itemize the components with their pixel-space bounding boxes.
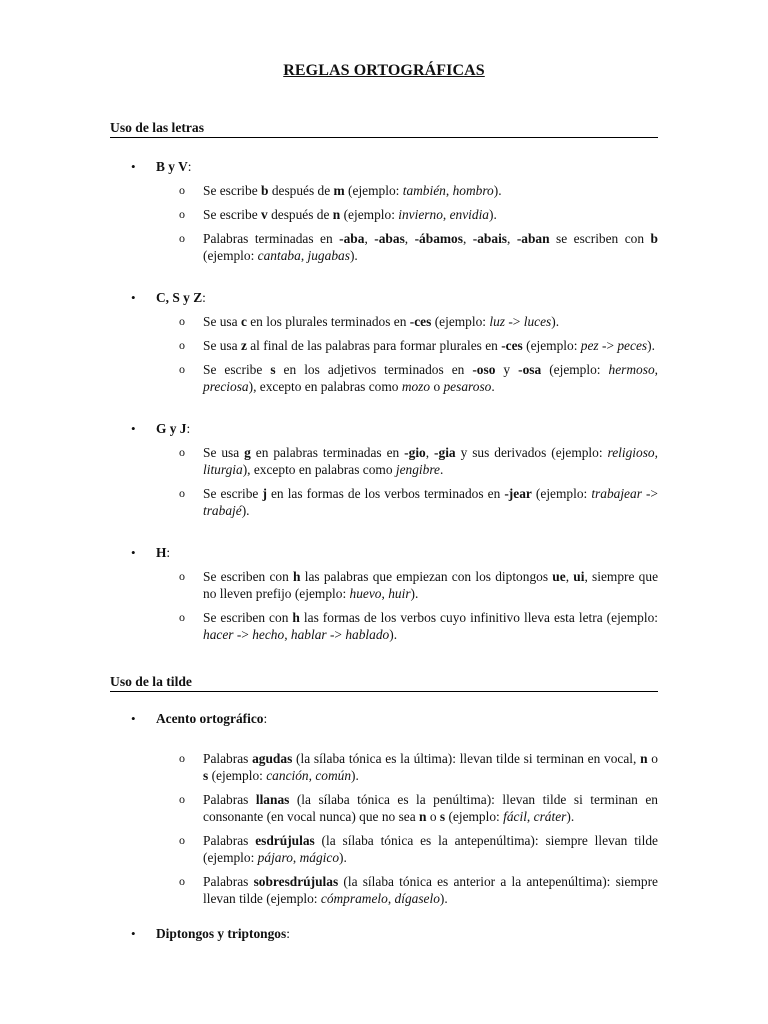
rule-text: , <box>292 850 300 865</box>
bold-text: j <box>262 486 267 501</box>
rule-text: en las formas de los verbos terminados en <box>266 486 505 501</box>
rule-text: (ejemplo: <box>445 809 504 824</box>
rule-text: (ejemplo: <box>340 207 399 222</box>
rule-item <box>179 609 658 643</box>
rule-text: Se escriben con <box>203 610 293 625</box>
rule-text: -> <box>641 486 658 501</box>
section-heading: Uso de las letras <box>110 120 658 138</box>
rule-text: Se escribe <box>203 362 271 377</box>
bold-text: g <box>244 445 251 460</box>
topic-label <box>156 158 658 176</box>
rule-item <box>179 206 658 223</box>
bold-text: ui <box>573 569 585 584</box>
bold-text: -gia <box>434 445 456 460</box>
rule-text: , <box>526 809 534 824</box>
document-body <box>110 120 658 943</box>
rule-text: Se escribe <box>203 183 262 198</box>
sub-bullet-marker: o <box>179 833 185 847</box>
rule-text: , <box>442 207 450 222</box>
rule-text: . <box>440 462 444 477</box>
sub-bullet-marker: o <box>179 486 185 500</box>
rule-text: ). <box>566 809 575 824</box>
topic-item <box>131 925 658 943</box>
rule-text: , <box>364 231 375 246</box>
rule-text: en palabras terminadas en <box>250 445 405 460</box>
rule-text: , siempre que no lleven prefijo (ejemplo: <box>203 569 659 601</box>
bullet-marker: • <box>131 159 136 174</box>
rule-item <box>179 230 658 264</box>
bold-text: esdrújulas <box>255 833 315 848</box>
sub-bullet-marker: o <box>179 362 185 376</box>
rule-text: (la sílaba tónica es la penúltima): llevan tilde si terminan en consonante (en vocal nunca) que no sea <box>203 792 658 824</box>
sub-bullet-marker: o <box>179 751 185 765</box>
topic-item <box>131 544 659 643</box>
rule-text: Palabras terminadas en <box>203 231 340 246</box>
rule-text: ). <box>339 850 347 865</box>
rule-text: Palabras <box>203 874 254 889</box>
rule-text: o <box>426 809 440 824</box>
example-word: preciosa <box>203 379 249 394</box>
rule-text: Se usa <box>203 338 241 353</box>
rule-text: Palabras <box>203 833 256 848</box>
rule-text: las palabras que empiezan con los diptongos <box>300 569 553 584</box>
rule-item <box>179 750 658 784</box>
bold-text: n <box>332 207 341 222</box>
rule-text: -> <box>326 627 346 642</box>
rule-text: , <box>654 445 658 460</box>
rule-text: (ejemplo: <box>531 486 592 501</box>
example-word: jengibre <box>395 462 441 477</box>
example-word: hombro <box>452 183 494 198</box>
bold-text: -gio <box>404 445 426 460</box>
section-heading: Uso de la tilde <box>110 674 658 692</box>
example-word: pájaro <box>257 850 293 865</box>
topic-label-text: C, S y Z <box>156 290 203 305</box>
rule-text: , <box>462 231 473 246</box>
bold-text: sobresdrújulas <box>253 874 339 889</box>
example-word: dígaselo <box>394 891 440 906</box>
bold-text: v <box>261 207 268 222</box>
rule-text: ). <box>551 314 560 329</box>
sub-bullet-marker: o <box>179 183 185 197</box>
sub-bullet-marker: o <box>179 874 185 888</box>
rule-text: . <box>491 379 495 394</box>
bold-text: -osa <box>518 362 542 377</box>
rule-text: , <box>507 231 517 246</box>
bullet-marker: • <box>131 711 136 726</box>
rule-text: después de <box>268 183 334 198</box>
rule-text: Palabras <box>203 792 256 807</box>
example-word: huir <box>388 586 411 601</box>
rule-text: o <box>647 751 658 766</box>
bold-text: c <box>240 314 247 329</box>
example-word: hablado <box>345 627 390 642</box>
sub-bullet-marker: o <box>179 569 185 583</box>
example-word: pesaroso <box>443 379 492 394</box>
topic-label <box>156 420 658 438</box>
rule-text: ). <box>647 338 655 353</box>
rule-text: (ejemplo: <box>522 338 581 353</box>
rule-text: ). <box>349 248 358 263</box>
topic-label-colon: : <box>263 711 268 726</box>
topic-label-text: B y V <box>156 159 188 174</box>
rule-text: Se usa <box>203 314 241 329</box>
bold-text: n <box>640 751 648 766</box>
rule-text: (ejemplo: <box>203 248 258 263</box>
rule-text: en los plurales terminados en <box>246 314 410 329</box>
rule-text: (ejemplo: <box>541 362 609 377</box>
bold-text: -abais <box>472 231 507 246</box>
rule-text: , <box>445 183 453 198</box>
bold-text: z <box>240 338 247 353</box>
example-word: hablar <box>290 627 327 642</box>
rule-text: ). <box>489 207 497 222</box>
rule-text: ). <box>241 503 250 518</box>
rule-text: (ejemplo: <box>208 768 267 783</box>
rule-text: (ejemplo: <box>431 314 490 329</box>
sub-bullet-marker: o <box>179 792 185 806</box>
rule-text: al final de las palabras para formar plurales en <box>246 338 502 353</box>
bold-text: s <box>270 362 276 377</box>
rule-text: , <box>284 627 291 642</box>
rule-item <box>179 485 658 519</box>
bold-text: agudas <box>252 751 293 766</box>
example-word: también <box>402 183 446 198</box>
rule-text: (ejemplo: <box>344 183 403 198</box>
rule-text: y sus derivados (ejemplo: <box>455 445 608 460</box>
example-word: trabajear <box>591 486 642 501</box>
rule-text: , <box>300 248 308 263</box>
sub-bullet-marker: o <box>179 314 185 328</box>
example-word: envidia <box>449 207 490 222</box>
document-title: REGLAS ORTOGRÁFICAS <box>283 62 485 79</box>
example-word: huevo <box>349 586 382 601</box>
example-word: canción <box>266 768 309 783</box>
rule-text: se escriben con <box>549 231 651 246</box>
topic-label <box>156 544 658 562</box>
rule-text: , <box>381 586 389 601</box>
example-word: luz <box>489 314 505 329</box>
example-word: invierno <box>398 207 443 222</box>
example-word: común <box>315 768 352 783</box>
example-word: religioso <box>607 445 655 460</box>
example-word: pez <box>580 338 599 353</box>
bold-text: n <box>419 809 427 824</box>
rule-text: , <box>387 891 395 906</box>
rule-text: Se escribe <box>203 486 263 501</box>
rule-text: , <box>404 231 415 246</box>
example-word: luces <box>523 314 552 329</box>
example-word: jugabas <box>307 248 350 263</box>
bullet-marker: • <box>131 290 136 305</box>
rule-text: (la sílaba tónica es la última): llevan tilde si terminan en vocal, <box>292 751 641 766</box>
rule-item <box>179 568 659 602</box>
topic-item <box>131 420 658 519</box>
topic-label-colon: : <box>166 545 171 560</box>
rule-text: Se usa <box>203 445 245 460</box>
topic-item <box>131 710 658 907</box>
example-word: liturgia <box>203 462 243 477</box>
rule-text: -> <box>233 627 253 642</box>
document-page <box>110 0 658 943</box>
bold-text: -ces <box>501 338 523 353</box>
example-word: trabajé <box>203 503 242 518</box>
rule-text: (la sílaba tónica es anterior a la antepenúltima): siempre llevan tilde (ejemplo: <box>203 874 658 906</box>
bold-text: s <box>439 809 446 824</box>
bold-text: ue <box>552 569 566 584</box>
topic-label-colon: : <box>286 926 290 941</box>
example-word: cráter <box>533 809 567 824</box>
topic-label-colon: : <box>202 290 206 305</box>
topic-label-colon: : <box>187 159 192 174</box>
bold-text: -aba <box>339 231 365 246</box>
topic-label-colon: : <box>186 421 191 436</box>
example-word: cómpramelo <box>320 891 388 906</box>
rule-text: ). <box>389 627 398 642</box>
rule-text: ). <box>351 768 359 783</box>
example-word: cantaba <box>257 248 301 263</box>
topic-label-text: Acento ortográfico <box>156 711 264 726</box>
rule-text: en los adjetivos terminados en <box>275 362 473 377</box>
topic-label <box>156 925 658 943</box>
topic-item <box>131 289 658 395</box>
rule-text: ). <box>439 891 448 906</box>
topic-label <box>156 289 658 307</box>
sub-bullet-marker: o <box>179 338 185 352</box>
example-word: mozo <box>401 379 431 394</box>
example-word: fácil <box>503 809 527 824</box>
bold-text: h <box>293 569 301 584</box>
rule-text: ), excepto en palabras como <box>248 379 402 394</box>
bullet-marker: • <box>131 421 136 436</box>
bold-text: m <box>333 183 345 198</box>
rule-text: después de <box>267 207 333 222</box>
bold-text: -jear <box>504 486 532 501</box>
rule-text: Palabras <box>203 751 253 766</box>
rule-text: ). <box>410 586 419 601</box>
bold-text: b <box>650 231 658 246</box>
rule-text: , <box>654 362 658 377</box>
bullet-marker: • <box>131 926 136 941</box>
sub-bullet-marker: o <box>179 207 185 221</box>
rule-text: , <box>308 768 316 783</box>
bold-text: -ábamos <box>414 231 463 246</box>
rule-text: (la sílaba tónica es la antepenúltima): siempre llevan tilde (ejemplo: <box>203 833 658 865</box>
rule-text: -> <box>505 314 524 329</box>
bold-text: -abas <box>374 231 405 246</box>
rule-text: o <box>430 379 444 394</box>
rule-text: ). <box>493 183 502 198</box>
bold-text: s <box>203 768 209 783</box>
rule-text: -> <box>598 338 618 353</box>
bold-text: -ces <box>409 314 432 329</box>
rule-item <box>179 832 658 866</box>
sub-bullet-marker: o <box>179 445 185 459</box>
example-word: hecho <box>252 627 285 642</box>
bold-text: b <box>261 183 269 198</box>
rule-item <box>179 444 658 478</box>
topic-item <box>131 158 658 264</box>
bullet-marker: • <box>131 545 136 560</box>
rule-item <box>179 182 658 199</box>
topic-label-text: Diptongos y triptongos <box>156 926 287 941</box>
example-word: peces <box>617 338 648 353</box>
rule-text: Se escribe <box>203 207 262 222</box>
rule-item <box>179 337 658 354</box>
bold-text: h <box>292 610 300 625</box>
rule-item <box>179 791 658 825</box>
topic-label-text: H <box>156 545 167 560</box>
rule-text: y <box>495 362 519 377</box>
sub-bullet-marker: o <box>179 610 185 624</box>
bold-text: llanas <box>255 792 290 807</box>
rule-text: ), excepto en palabras como <box>242 462 396 477</box>
rule-item <box>179 873 658 907</box>
topic-label <box>156 710 658 728</box>
example-word: hermoso <box>608 362 655 377</box>
bold-text: -aban <box>516 231 550 246</box>
bold-text: -oso <box>472 362 496 377</box>
rule-item <box>179 313 658 330</box>
example-word: mágico <box>299 850 340 865</box>
example-word: hacer <box>203 627 234 642</box>
rule-text: las formas de los verbos cuyo infinitivo lleva esta letra (ejemplo: <box>299 610 658 625</box>
rule-text: Se escriben con <box>203 569 294 584</box>
rule-text: , <box>425 445 435 460</box>
topic-label-text: G y J <box>156 421 187 436</box>
sub-bullet-marker: o <box>179 231 185 245</box>
rule-text: , <box>565 569 574 584</box>
rule-item <box>179 361 658 395</box>
